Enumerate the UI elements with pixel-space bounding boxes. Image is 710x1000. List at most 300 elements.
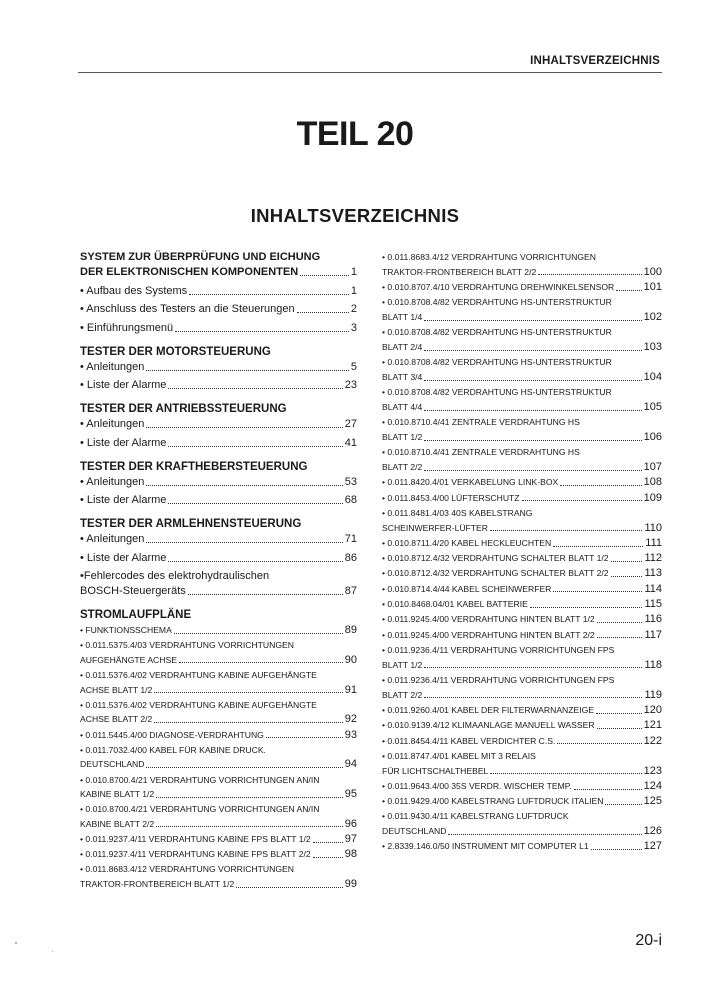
toc-entry-text: • 0.011.8683.4/12 VERDRAHTUNG VORRICHTUNGEN	[80, 864, 294, 875]
toc-entry-row	[382, 566, 662, 581]
page-ref: 119	[644, 688, 662, 701]
page-ref: 3	[350, 321, 357, 334]
toc-title: INHALTSVERZEICHNIS	[250, 205, 460, 226]
toc-entry-row	[80, 284, 357, 299]
toc-entry	[382, 325, 662, 354]
page-ref: 27	[344, 418, 357, 430]
dot-leader	[154, 692, 342, 693]
dot-leader	[188, 594, 343, 595]
toc-entry-text: • 0.010.8708.4/82 VERDRAHTUNG HS-UNTERSTRUKTUR	[382, 297, 612, 308]
page-ref: 87	[344, 585, 357, 597]
toc-entry-text: DEUTSCHLAND	[382, 826, 447, 837]
toc-section	[80, 460, 357, 509]
toc-entry-text: • Anleitungen	[80, 475, 145, 488]
toc-entry	[382, 612, 662, 627]
page-number: 20-i	[635, 932, 662, 949]
toc-entry-text: BLATT 1/4	[382, 312, 423, 322]
dot-leader	[522, 500, 642, 501]
toc-entry-text: BLATT 1/2	[382, 432, 423, 442]
section-heading: STROMLAUFPLÄNE	[80, 609, 192, 621]
toc-entry	[80, 847, 357, 862]
page-ref: 124	[643, 779, 662, 792]
page-ref: 127	[643, 840, 662, 853]
page-ref: 5	[350, 360, 357, 373]
page-ref: 117	[644, 628, 662, 641]
toc-entry-row	[382, 280, 662, 295]
page-ref: 2	[350, 303, 357, 315]
toc-entry-row	[382, 718, 662, 733]
toc-entry	[382, 491, 662, 506]
toc-entry-text: • 0.011.7032.4/00 KABEL FÜR KABINE DRUCK.	[80, 744, 266, 755]
toc-entry-row	[80, 847, 357, 862]
toc-entry	[80, 551, 357, 566]
toc-entry-row	[80, 653, 357, 668]
page-ref: 123	[643, 764, 662, 777]
dot-leader	[574, 789, 642, 790]
page-ref: 115	[644, 598, 662, 611]
toc-entry-text: • 0.011.9429.4/00 KABELSTRANG LUFTDRUCK ITALIEN	[382, 796, 604, 807]
page-ref: 114	[644, 582, 662, 595]
dot-leader	[557, 743, 641, 744]
toc-entry-row	[80, 728, 357, 743]
toc-entry	[80, 728, 357, 743]
toc-entry-row	[382, 658, 662, 673]
toc-entry	[80, 802, 357, 831]
toc-entry-text: DEUTSCHLAND	[80, 759, 145, 770]
dot-leader	[146, 542, 342, 543]
toc-entry	[382, 280, 662, 295]
page-ref: 53	[344, 475, 357, 488]
dot-leader	[313, 857, 343, 858]
toc-entry-text: • 0.010.8700.4/21 VERDRAHTUNG VORRICHTUNGEN AN/IN	[80, 804, 320, 815]
toc-entry-text: • 0.010.8707.4/10 VERDRAHTUNG DREHWINKELSENSOR	[382, 282, 615, 292]
page-ref: 116	[644, 613, 662, 626]
toc-entry	[80, 378, 357, 393]
page-ref: 94	[344, 758, 357, 771]
toc-entry-text: • 0.010.8711.4/20 KABEL HECKLEUCHTEN	[382, 537, 552, 548]
dot-leader	[591, 849, 642, 850]
toc-entry-text: SYSTEM ZUR ÜBERPRÜFUNG UND EICHUNG	[80, 251, 321, 263]
toc-entry	[80, 832, 357, 847]
dot-leader	[146, 767, 342, 768]
dot-leader	[553, 546, 643, 547]
section-heading: TESTER DER ANTRIEBSSTEUERUNG	[80, 403, 287, 415]
toc-entry	[80, 493, 357, 508]
page-ref: 89	[344, 624, 357, 636]
toc-entry-text: • 0.011.9643.4/00 35S VERDR. WISCHER TEMP.	[382, 780, 572, 791]
toc-entry-text: BLATT 2/2	[382, 462, 423, 472]
dot-leader	[611, 561, 643, 562]
toc-entry	[80, 773, 357, 802]
toc-entry-row	[382, 582, 662, 597]
page-ref: 98	[344, 848, 357, 861]
toc-entry-row	[382, 265, 662, 280]
dot-leader	[146, 427, 342, 428]
toc-entry-text: • Anschluss des Testers an die Steuerungen	[80, 303, 295, 315]
toc-entry-text: • Anleitungen	[80, 418, 145, 430]
toc-entry	[382, 703, 662, 718]
toc-entry	[382, 415, 662, 444]
toc-entry-text: DER ELEKTRONISCHEN KOMPONENTEN	[80, 266, 299, 278]
dot-leader	[616, 290, 641, 291]
page-ref: 107	[643, 461, 662, 473]
page-ref: 101	[643, 281, 662, 293]
toc-left-column	[80, 250, 357, 892]
toc-entry-text: • Liste der Alarme	[80, 551, 167, 564]
toc-entry-row	[382, 824, 662, 839]
toc-entry	[80, 360, 357, 375]
page-ref: 93	[344, 728, 357, 741]
toc-entry-row	[382, 734, 662, 749]
dot-leader	[424, 350, 641, 351]
toc-right-column	[382, 250, 662, 855]
page-ref: 105	[643, 401, 662, 413]
toc-entry-text: • 0.011.9245.4/00 VERDRAHTUNG HINTEN BLATT 2/2	[382, 629, 595, 640]
page-ref: 86	[344, 551, 357, 564]
toc-entry	[382, 628, 662, 643]
toc-entry-row	[382, 430, 662, 445]
page-ref: 99	[344, 878, 357, 891]
toc-entry-text: • 0.010.8710.4/41 ZENTRALE VERDRAHTUNG HS	[382, 417, 580, 428]
toc-entry-text: • 0.011.5445.4/00 DIAGNOSE-VERDRAHTUNG	[80, 729, 264, 740]
toc-entry-row	[382, 628, 662, 643]
toc-entry-text: • 0.010.8468.04/01 KABEL BATTERIE	[382, 599, 528, 610]
running-header: INHALTSVERZEICHNIS	[530, 55, 660, 67]
toc-entry-row	[80, 302, 357, 317]
dot-leader	[168, 446, 342, 447]
toc-entry-row	[382, 779, 662, 794]
toc-entry-text: • FUNKTIONSSCHEMA	[80, 625, 172, 635]
toc-entry-text: KABINE BLATT 2/2	[80, 818, 155, 829]
page-ref: 106	[643, 431, 662, 443]
toc-entry-text: • 0.011.5376.4/02 VERDRAHTUNG KABINE AUFGEHÄNGTE	[80, 669, 317, 680]
toc-entry-text: • 0.010.8714.4/44 KABEL SCHEINWERFER	[382, 583, 552, 594]
toc-entry	[80, 668, 357, 697]
toc-entry-text: • 0.011.9430.4/11 KABELSTRANG LUFTDRUCK	[382, 811, 569, 822]
toc-entry	[80, 569, 357, 599]
dot-leader	[560, 485, 641, 486]
dot-leader	[179, 662, 343, 663]
toc-entry-row	[80, 417, 357, 432]
section-heading: TESTER DER ARMLEHNENSTEUERUNG	[80, 518, 302, 530]
page-ref: 92	[344, 713, 357, 726]
dot-leader	[154, 722, 342, 723]
toc-entry-text: • 0.010.8710.4/41 ZENTRALE VERDRAHTUNG HS	[382, 447, 580, 458]
toc-entry	[382, 475, 662, 490]
toc-entry-text: • 0.011.8454.4/11 KABEL VERDICHTER C.S.	[382, 735, 556, 746]
toc-entry-row	[80, 787, 357, 802]
toc-entry-row	[382, 612, 662, 627]
toc-entry-row	[382, 310, 662, 325]
toc-entry-text: • 0.011.9236.4/11 VERDRAHTUNG VORRICHTUNGEN FPS	[382, 644, 615, 655]
toc-entry-text: • Anleitungen	[80, 533, 145, 545]
dot-leader	[300, 275, 349, 276]
dot-leader	[490, 773, 641, 774]
toc-entry-row	[80, 493, 357, 508]
dot-leader	[597, 637, 643, 638]
dot-leader	[174, 633, 343, 634]
toc-entry-text: • Aufbau des Systems	[80, 284, 188, 297]
toc-entry-text: BLATT 2/2	[382, 689, 423, 700]
toc-entry-text: • 0.011.8420.4/01 VERKABELUNG LINK-BOX	[382, 477, 559, 488]
toc-entry-text: BLATT 3/4	[382, 372, 423, 382]
dot-leader	[424, 380, 641, 381]
scan-speck	[52, 951, 53, 952]
page-ref: 120	[643, 703, 662, 716]
toc-section	[80, 345, 357, 394]
toc-entry	[382, 673, 662, 702]
dot-leader	[596, 713, 642, 714]
page-ref: 41	[344, 436, 357, 449]
toc-entry-row	[80, 436, 357, 451]
toc-entry-text: • 0.011.8453.4/00 LÜFTERSCHUTZ	[382, 492, 520, 503]
dot-leader	[424, 667, 642, 668]
toc-section	[80, 250, 357, 336]
toc-entry-text: • 0.010.8708.4/82 VERDRAHTUNG HS-UNTERSTRUKTUR	[382, 387, 612, 398]
dot-leader	[168, 503, 342, 504]
toc-entry-text: • Anleitungen	[80, 360, 145, 373]
toc-entry	[80, 532, 357, 547]
toc-entry-row	[382, 551, 662, 566]
dot-leader	[175, 331, 349, 332]
dot-leader	[168, 561, 342, 562]
toc-entry-row	[382, 491, 662, 506]
toc-entry	[382, 566, 662, 581]
toc-entry-text: TRAKTOR-FRONTBEREICH BLATT 1/2	[80, 879, 235, 890]
toc-entry-text: BLATT 1/2	[382, 659, 423, 670]
toc-entry-text: • 0.010.8700.4/21 VERDRAHTUNG VORRICHTUNGEN AN/IN	[80, 774, 320, 785]
dot-leader	[297, 312, 349, 313]
toc-entry-text: • Liste der Alarme	[80, 379, 167, 391]
toc-entry	[382, 506, 662, 535]
dot-leader	[236, 887, 343, 888]
toc-entry	[80, 436, 357, 451]
dot-leader	[168, 388, 342, 389]
toc-entry	[382, 597, 662, 612]
page-ref: 118	[644, 658, 662, 671]
toc-entry-text: • 0.011.9237.4/11 VERDRAHTUNG KABINE FPS BLATT 1/2	[80, 834, 311, 845]
dot-leader	[597, 728, 642, 729]
toc-entry-row	[382, 521, 662, 536]
toc-entry-row	[382, 400, 662, 415]
toc-entry	[80, 743, 357, 772]
toc-entry-text: • 0.011.8481.4/03 40S KABELSTRANG	[382, 507, 533, 518]
toc-entry-text: ACHSE BLATT 1/2	[80, 684, 153, 695]
dot-leader	[424, 440, 641, 441]
toc-entry-row	[80, 832, 357, 847]
toc-entry-row	[382, 688, 662, 703]
page-ref: 103	[643, 341, 662, 353]
page-ref: 100	[643, 265, 662, 278]
dot-leader	[553, 591, 642, 592]
toc-entry	[80, 302, 357, 317]
dot-leader	[313, 842, 343, 843]
toc-entry-text: • 0.010.8712.4/32 VERDRAHTUNG SCHALTER BLATT 1/2	[382, 553, 609, 564]
toc-entry-row	[80, 683, 357, 698]
toc-entry-row	[80, 877, 357, 892]
toc-entry-text: • 0.011.5376.4/02 VERDRAHTUNG KABINE AUFGEHÄNGTE	[80, 699, 317, 710]
toc-entry-text: AUFGEHÄNGTE ACHSE	[80, 654, 177, 665]
toc-entry	[382, 582, 662, 597]
toc-entry-row	[80, 712, 357, 727]
toc-entry-row	[80, 265, 357, 280]
page-ref: 111	[645, 536, 662, 549]
page-ref: 97	[344, 833, 357, 846]
page-ref: 23	[344, 379, 357, 391]
toc-entry-row	[382, 703, 662, 718]
toc-entry-row	[382, 597, 662, 612]
dot-leader	[424, 320, 641, 321]
toc-entry-row	[382, 764, 662, 779]
page-ref: 68	[344, 494, 357, 506]
toc-entry-row	[382, 340, 662, 355]
dot-leader	[611, 576, 643, 577]
toc-entry	[80, 284, 357, 299]
page-ref: 110	[644, 521, 662, 534]
dot-leader	[146, 485, 342, 486]
toc-entry-text: • 0.010.9139.4/12 KLIMAANLAGE MANUELL WASSER	[382, 720, 595, 731]
toc-entry	[382, 809, 662, 838]
scan-speck	[15, 942, 17, 944]
toc-entry	[80, 321, 357, 336]
toc-entry-row	[80, 623, 357, 638]
toc-entry-row	[382, 536, 662, 551]
toc-entry-text: • 0.011.8747.4/01 KABEL MIT 3 RELAIS	[382, 750, 536, 761]
dot-leader	[424, 410, 641, 411]
toc-entry	[80, 250, 357, 280]
page-ref: 125	[643, 795, 662, 808]
toc-entry-row	[80, 551, 357, 566]
dot-leader	[490, 530, 642, 531]
toc-entry	[80, 475, 357, 490]
toc-entry	[382, 385, 662, 414]
page-ref: 102	[643, 311, 662, 323]
toc-section	[80, 402, 357, 451]
dot-leader	[424, 470, 641, 471]
toc-entry	[382, 718, 662, 733]
toc-entry	[382, 643, 662, 672]
dot-leader	[597, 622, 643, 623]
toc-entry-text: • 0.011.9245.4/00 VERDRAHTUNG HINTEN BLATT 1/2	[382, 614, 595, 625]
toc-entry-text: • 0.011.9237.4/11 VERDRAHTUNG KABINE FPS BLATT 2/2	[80, 849, 311, 860]
section-heading: TESTER DER MOTORSTEUERUNG	[80, 345, 271, 358]
page-ref: 112	[644, 552, 662, 565]
dot-leader	[448, 834, 641, 835]
toc-entry-row	[382, 839, 662, 854]
dot-leader	[530, 607, 643, 608]
toc-entry-text: SCHEINWERFER-LÜFTER	[382, 522, 488, 533]
toc-entry-row	[80, 378, 357, 393]
page-ref: 121	[643, 719, 662, 732]
toc-entry-row	[80, 321, 357, 336]
toc-entry	[382, 839, 662, 854]
toc-entry-row	[80, 475, 357, 490]
dot-leader	[266, 737, 343, 738]
page-ref: 95	[344, 788, 357, 801]
toc-entry-text: • 2.8339.146.0/50 INSTRUMENT MIT COMPUTER L1	[382, 841, 589, 852]
toc-entry	[382, 250, 662, 279]
toc-entry-row	[80, 532, 357, 547]
toc-entry	[80, 417, 357, 432]
toc-entry-text: • 0.010.8708.4/82 VERDRAHTUNG HS-UNTERSTRUKTUR	[382, 357, 612, 368]
toc-entry-text: BLATT 4/4	[382, 402, 423, 412]
toc-entry	[382, 779, 662, 794]
dot-leader	[538, 274, 641, 275]
toc-entry-text: • Einführungsmenü	[80, 321, 174, 334]
toc-entry-text: TRAKTOR-FRONTBEREICH BLATT 2/2	[382, 266, 537, 277]
dot-leader	[189, 294, 349, 295]
page-ref: 96	[344, 817, 357, 830]
dot-leader	[156, 797, 343, 798]
toc-entry-text: • 0.011.8683.4/12 VERDRAHTUNG VORRICHTUNGEN	[382, 252, 596, 262]
toc-entry-row	[382, 460, 662, 475]
toc-entry	[80, 623, 357, 638]
page-ref: 113	[644, 567, 662, 580]
toc-entry	[80, 638, 357, 667]
page-ref: 108	[643, 476, 662, 489]
toc-entry-row	[80, 584, 357, 599]
toc-entry-text: • 0.011.5375.4/03 VERDRAHTUNG VORRICHTUNGEN	[80, 640, 294, 651]
page-ref: 1	[350, 266, 357, 278]
toc-entry	[382, 536, 662, 551]
page-ref: 1	[350, 284, 357, 297]
toc-entry-row	[80, 817, 357, 832]
toc-entry-row	[80, 757, 357, 772]
toc-entry	[382, 734, 662, 749]
toc-entry-text: • 0.010.8712.4/32 VERDRAHTUNG SCHALTER BLATT 2/2	[382, 568, 609, 579]
toc-entry-row	[80, 360, 357, 375]
page-ref: 109	[643, 491, 662, 504]
toc-entry	[80, 862, 357, 891]
toc-entry	[80, 698, 357, 727]
section-heading: TESTER DER KRAFTHEBERSTEUERUNG	[80, 460, 308, 473]
dot-leader	[605, 804, 641, 805]
toc-entry-text: • 0.011.9236.4/11 VERDRAHTUNG VORRICHTUNGEN FPS	[382, 674, 615, 685]
page-ref: 90	[344, 653, 357, 666]
toc-entry-row	[382, 370, 662, 385]
toc-section	[80, 608, 357, 892]
toc-entry-text: • 0.010.8708.4/82 VERDRAHTUNG HS-UNTERSTRUKTUR	[382, 327, 612, 338]
toc-entry	[382, 794, 662, 809]
toc-entry	[382, 749, 662, 778]
page-ref: 71	[344, 533, 357, 545]
toc-entry	[382, 551, 662, 566]
page-ref: 126	[643, 825, 662, 838]
dot-leader	[146, 370, 348, 371]
toc-entry	[382, 445, 662, 474]
toc-entry-text: BLATT 2/4	[382, 342, 423, 352]
toc-entry-text: •Fehlercodes des elektrohydraulischen	[80, 570, 270, 582]
toc-entry-text: KABINE BLATT 1/2	[80, 789, 155, 800]
toc-entry-text: BOSCH-Steuergeräts	[80, 585, 186, 597]
part-title: TEIL 20	[296, 115, 414, 153]
toc-entry-text: • Liste der Alarme	[80, 436, 167, 449]
dot-leader	[156, 826, 343, 827]
toc-entry-text: ACHSE BLATT 2/2	[80, 714, 153, 725]
toc-section	[80, 517, 357, 599]
header-rule	[78, 72, 662, 73]
toc-entry-text: • 0.011.9260.4/01 KABEL DER FILTERWARNANZEIGE	[382, 704, 595, 715]
toc-entry	[382, 295, 662, 324]
page-ref: 91	[344, 683, 357, 696]
page-ref: 122	[643, 734, 662, 747]
toc-entry-text: • Liste der Alarme	[80, 494, 167, 506]
toc-entry	[382, 355, 662, 384]
toc-entry-text: FÜR LICHTSCHALTHEBEL	[382, 765, 489, 776]
toc-entry-row	[382, 475, 662, 490]
page-ref: 104	[643, 371, 662, 383]
dot-leader	[424, 697, 642, 698]
